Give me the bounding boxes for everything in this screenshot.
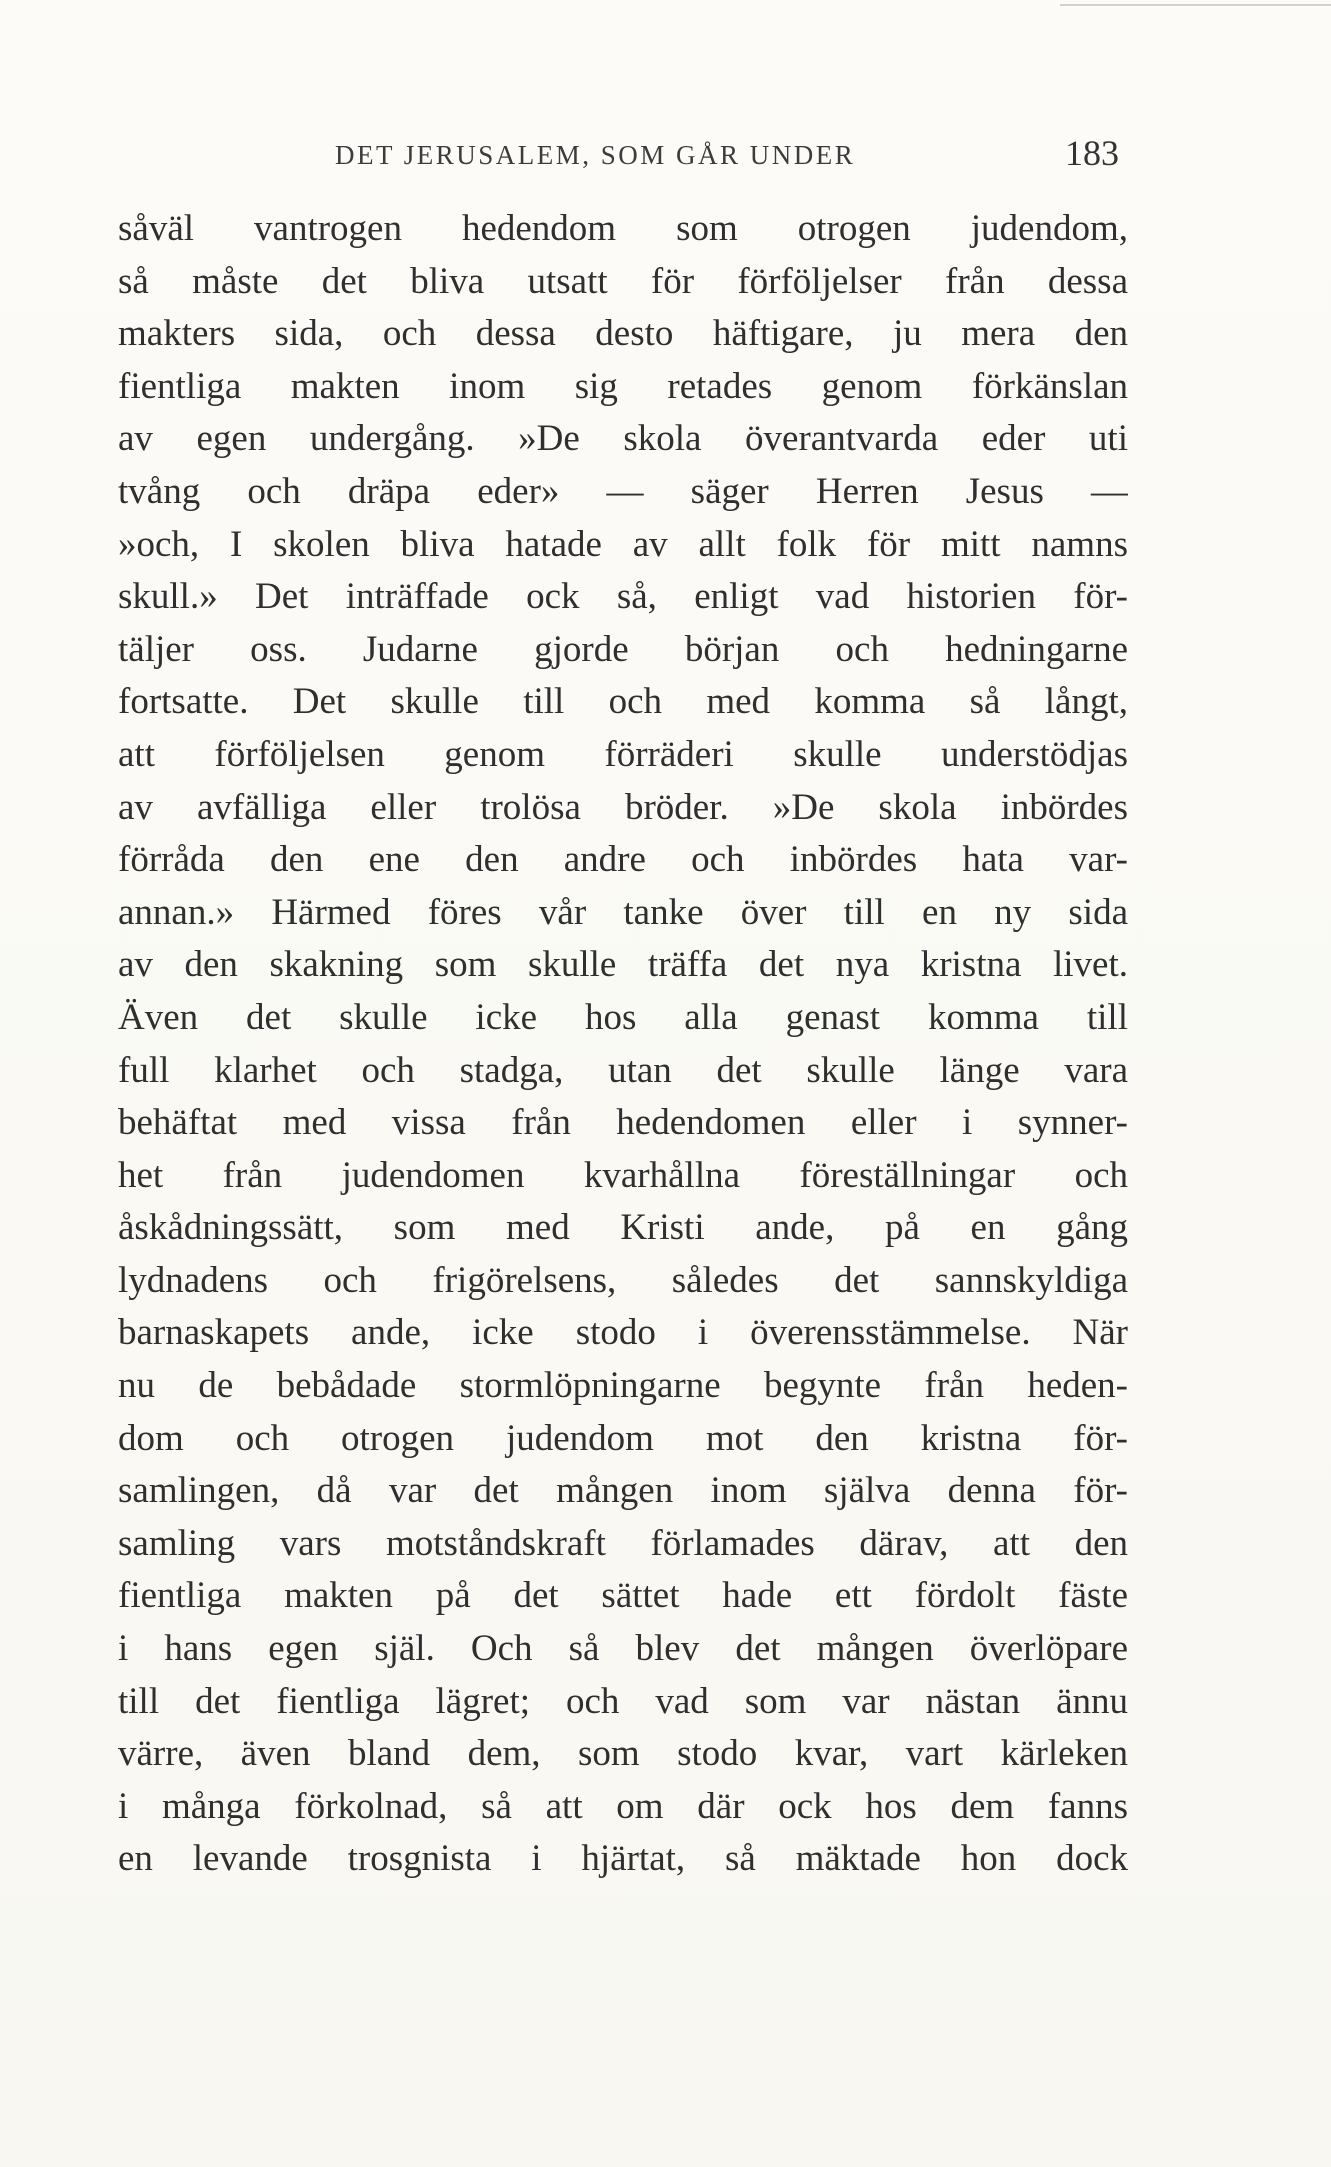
text-line: skull.» Det inträffade ock så, enligt vad historien för-	[118, 576, 1128, 618]
text-line: av egen undergång. »De skola överantvarda eder uti	[118, 418, 1128, 460]
text-line: nu de bebådade stormlöpningarne begynte från heden-	[118, 1365, 1128, 1407]
text-line: samlingen, då var det mången inom själva denna för-	[118, 1470, 1128, 1512]
text-line: förråda den ene den andre och inbördes hata var-	[118, 839, 1128, 881]
text-line: full klarhet och stadga, utan det skulle länge vara	[118, 1049, 1128, 1091]
text-line: fortsatte. Det skulle till och med komma så långt,	[118, 681, 1128, 723]
page-number: 183	[1065, 133, 1119, 173]
text-line: fientliga makten inom sig retades genom förkänslan	[118, 365, 1128, 407]
text-line: tvång och dräpa eder» — säger Herren Jesus —	[118, 470, 1128, 512]
text-line: »och, I skolen bliva hatade av allt folk för mitt namns	[118, 523, 1128, 565]
text-line: åskådningssätt, som med Kristi ande, på en gång	[118, 1207, 1128, 1249]
text-line: av den skakning som skulle träffa det nya kristna livet.	[118, 944, 1128, 986]
text-line: makters sida, och dessa desto häftigare, ju mera den	[118, 313, 1128, 355]
text-line: att förföljelsen genom förräderi skulle understödjas	[118, 733, 1128, 775]
text-line: en levande trosgnista i hjärtat, så mäktade hon dock	[118, 1838, 1128, 1880]
text-line: barnaskapets ande, icke stodo i överensstämmelse. När	[118, 1312, 1128, 1354]
page-edge-line	[1060, 4, 1331, 6]
running-head-title: DET JERUSALEM, SOM GÅR UNDER	[335, 140, 856, 170]
body-text	[118, 203, 1128, 1886]
text-line: av avfälliga eller trolösa bröder. »De skola inbördes	[118, 786, 1128, 828]
text-line: behäftat med vissa från hedendomen eller i synner-	[118, 1102, 1128, 1144]
text-line: så måste det bliva utsatt för förföljelser från dessa	[118, 260, 1128, 302]
text-line: het från judendomen kvarhållna föreställningar och	[118, 1154, 1128, 1196]
text-line: i många förkolnad, så att om där ock hos dem fanns	[118, 1785, 1128, 1827]
text-line: dom och otrogen judendom mot den kristna för-	[118, 1417, 1128, 1459]
text-line: till det fientliga lägret; och vad som var nästan ännu	[118, 1680, 1128, 1722]
text-line: fientliga makten på det sättet hade ett fördolt fäste	[118, 1575, 1128, 1617]
text-line: annan.» Härmed föres vår tanke över till en ny sida	[118, 891, 1128, 933]
text-line: täljer oss. Judarne gjorde början och hedningarne	[118, 628, 1128, 670]
text-line: värre, även bland dem, som stodo kvar, vart kärleken	[118, 1733, 1128, 1775]
text-line: i hans egen själ. Och så blev det mången överlöpare	[118, 1628, 1128, 1670]
running-head	[115, 132, 1135, 182]
text-line: såväl vantrogen hedendom som otrogen judendom,	[118, 208, 1128, 249]
text-line: samling vars motståndskraft förlamades därav, att den	[118, 1522, 1128, 1564]
text-line: lydnadens och frigörelsens, således det sannskyldiga	[118, 1259, 1128, 1301]
text-line: Även det skulle icke hos alla genast komma till	[118, 996, 1128, 1038]
